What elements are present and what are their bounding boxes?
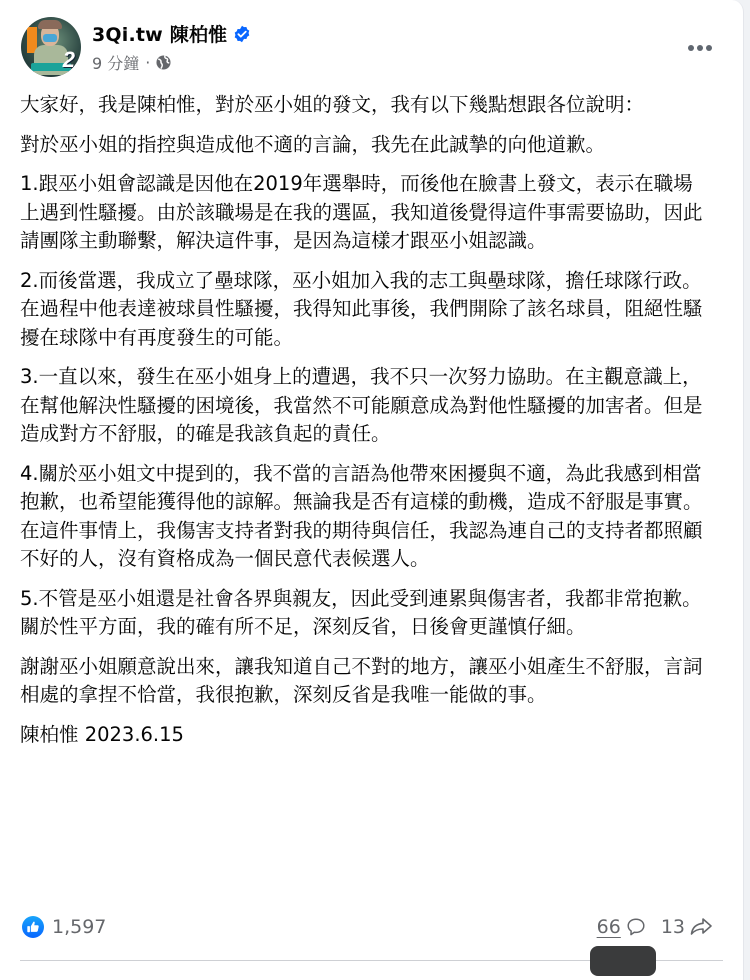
avatar-figure-mask	[43, 34, 57, 42]
post-header	[20, 14, 743, 78]
post-timestamp[interactable]: 9 分鐘	[92, 54, 140, 73]
more-dot-icon	[688, 45, 694, 51]
reactions-summary[interactable]	[22, 916, 106, 938]
share-count: 13	[660, 916, 685, 938]
post-paragraph-point-3: 3.一直以來，發生在巫小姐身上的遭遇，我不只一次努力協助。在主觀意識上，在幫他解決性騷擾的困境後，我當然不可能願意成為對他性騷擾的加害者。但是造成對方不舒服，的確是我該負起的責任。	[20, 365, 703, 445]
more-dot-icon	[706, 45, 712, 51]
thumbs-up-icon	[26, 920, 40, 934]
post-paragraph-thanks: 謝謝巫小姐願意說出來，讓我知道自己不對的地方，讓巫小姐產生不舒服，言詞相處的拿捏不恰當，我很抱歉，深刻反省是我唯一能做的事。	[20, 654, 703, 706]
engagement-counts	[597, 916, 713, 938]
avatar-figure-cap	[38, 20, 62, 29]
avatar-badge-number: 2	[62, 47, 75, 72]
comment-icon	[625, 916, 647, 938]
post-meta	[92, 51, 171, 74]
author-name[interactable]: 3Qi.tw 陳柏惟	[92, 24, 228, 46]
post-paragraph-apology: 對於巫小姐的指控與造成他不適的言論，我先在此誠摯的向他道歉。	[20, 132, 606, 156]
more-options-button[interactable]	[683, 38, 717, 58]
post-signature: 陳柏惟 2023.6.15	[20, 722, 184, 746]
comment-count: 66	[596, 916, 621, 938]
globe-icon	[156, 55, 171, 70]
post-body	[20, 91, 710, 760]
share-icon	[689, 916, 713, 938]
comments-count-button[interactable]	[597, 916, 647, 938]
author-line	[92, 20, 251, 47]
post-paragraph-point-2: 2.而後當選，我成立了壘球隊，巫小姐加入我的志工與壘球隊，擔任球隊行政。在過程中他表達被球員性騷擾，我得知此事後，我們開除了該名球員，阻絕性騷擾在球隊中有再度發生的可能。	[20, 268, 703, 349]
post-paragraph-point-5: 5.不管是巫小姐還是社會各界與親友，因此受到連累與傷害者，我都非常抱歉。關於性平方面，我的確有所不足，深刻反省，日後會更謹慎仔細。	[20, 586, 702, 638]
post-paragraph-point-1: 1.跟巫小姐會認識是因他在2019年選舉時，而後他在臉書上發文，表示在職場上遇到性騷擾。由於該職場是在我的選區，我知道後覺得這件事需要協助，因此請團隊主動聯繫，解決這件事，是因為這樣才跟巫小姐認識。	[20, 172, 703, 252]
meta-separator: ·	[145, 53, 151, 72]
reaction-count: 1,597	[52, 916, 107, 938]
author-avatar[interactable]	[21, 17, 81, 77]
post-paragraph-intro: 大家好，我是陳柏惟，對於巫小姐的發文，我有以下幾點想跟各位說明：	[20, 93, 645, 116]
shares-count-button[interactable]	[661, 916, 713, 938]
post-paragraph-point-4: 4.關於巫小姐文中提到的，我不當的言語為他帶來困擾與不適，為此我感到相當抱歉，也希望能獲得他的諒解。無論我是否有這樣的動機，造成不舒服是事實。在這件事情上，我傷害支持者對我的期待與信任，我認為連自己的支持者都照顧不好的人，沒有資格成為一個民意代表候選人。	[20, 461, 703, 570]
hover-tooltip	[590, 946, 656, 976]
verified-badge-icon	[233, 25, 251, 43]
more-dot-icon	[697, 45, 703, 51]
like-icon	[22, 916, 44, 938]
post-stats-bar	[20, 910, 723, 950]
